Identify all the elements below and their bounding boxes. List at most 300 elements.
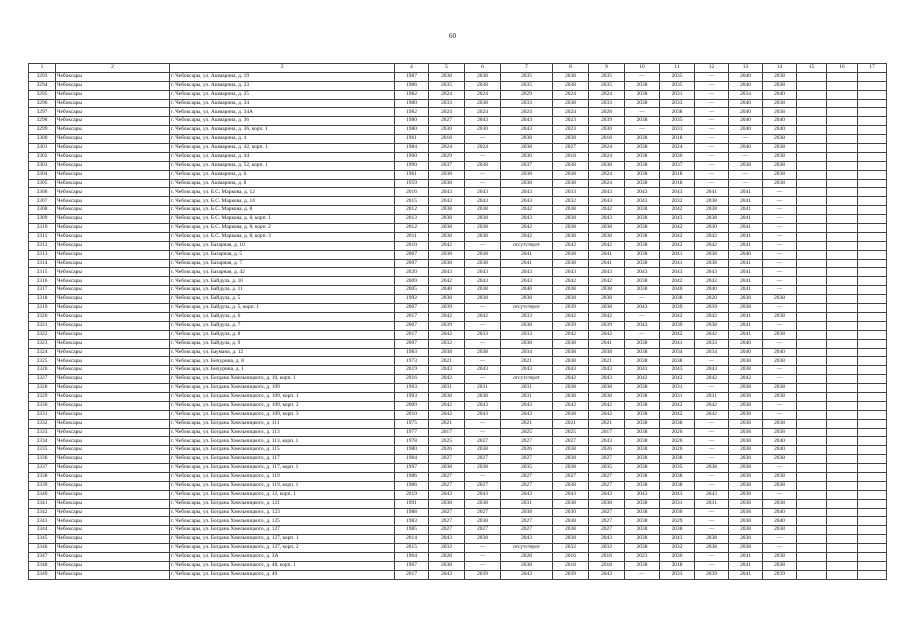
table-cell: 2038 bbox=[429, 170, 465, 179]
table-cell bbox=[858, 419, 887, 428]
table-cell: Чебоксары bbox=[56, 135, 170, 144]
table-cell: 2038 bbox=[729, 357, 763, 366]
table-cell: 2038 bbox=[625, 90, 660, 99]
table-cell: 3297 bbox=[29, 108, 56, 117]
table-cell: Чебоксары bbox=[56, 357, 170, 366]
table-cell: 2038 bbox=[589, 392, 625, 401]
table-cell: 2039 bbox=[695, 570, 729, 579]
table-cell bbox=[827, 535, 858, 544]
table-cell: 2042 bbox=[695, 232, 729, 241]
table-cell bbox=[858, 152, 887, 161]
table-row bbox=[29, 517, 887, 526]
table-cell: 2039 bbox=[589, 117, 625, 126]
table-cell: — bbox=[763, 304, 797, 313]
table-row bbox=[29, 437, 887, 446]
table-cell: 2041 bbox=[695, 188, 729, 197]
table-cell bbox=[797, 499, 827, 508]
table-cell: 2041 bbox=[729, 206, 763, 215]
table-cell: — bbox=[695, 526, 729, 535]
table-cell: 1982 bbox=[395, 90, 429, 99]
table-cell: 2038 bbox=[625, 259, 660, 268]
table-cell: 2038 bbox=[553, 215, 589, 224]
table-cell: 2043 bbox=[589, 375, 625, 384]
table-cell: 3321 bbox=[29, 321, 56, 330]
table-cell: 3337 bbox=[29, 464, 56, 473]
table-cell bbox=[858, 161, 887, 170]
table-cell bbox=[797, 392, 827, 401]
table-cell: г. Чебоксары, ул. Ашмарина, д. 6 bbox=[170, 170, 395, 179]
table-cell: 2038 bbox=[589, 161, 625, 170]
table-cell: 2038 bbox=[729, 535, 763, 544]
table-cell bbox=[827, 464, 858, 473]
table-cell: 2041 bbox=[729, 259, 763, 268]
table-cell: 2038 bbox=[695, 250, 729, 259]
table-cell: г. Чебоксары, ул. Богдана Хмельницкого, д. 127, корп. 2 bbox=[170, 544, 395, 553]
table-cell: 2043 bbox=[553, 366, 589, 375]
table-cell: 2043 bbox=[501, 268, 553, 277]
table-cell: 3325 bbox=[29, 357, 56, 366]
table-cell: г. Чебоксары, ул. Богдана Хмельницкого, д. 10, корп. 1 bbox=[170, 375, 395, 384]
table-cell: 2005 bbox=[395, 286, 429, 295]
table-cell: 2043 bbox=[589, 197, 625, 206]
table-cell: 2031 bbox=[660, 384, 695, 393]
table-cell: 1986 bbox=[395, 81, 429, 90]
table-cell bbox=[858, 544, 887, 553]
table-cell: 1990 bbox=[395, 161, 429, 170]
table-cell: 2040 bbox=[429, 286, 465, 295]
table-cell bbox=[858, 375, 887, 384]
table-cell bbox=[797, 277, 827, 286]
table-cell: 2041 bbox=[660, 339, 695, 348]
table-cell: 3311 bbox=[29, 232, 56, 241]
table-row bbox=[29, 464, 887, 473]
table-cell bbox=[858, 224, 887, 233]
table-cell: 2043 bbox=[625, 304, 660, 313]
table-cell: — bbox=[763, 375, 797, 384]
table-cell: 2038 bbox=[429, 259, 465, 268]
table-cell: г. Чебоксары, ул. Богдана Хмельницкого, д. 127 bbox=[170, 526, 395, 535]
table-cell: 2042 bbox=[501, 224, 553, 233]
table-cell: 2038 bbox=[429, 232, 465, 241]
table-cell: — bbox=[625, 72, 660, 81]
table-cell: 3347 bbox=[29, 552, 56, 561]
table-cell: 2043 bbox=[429, 490, 465, 499]
table-cell: 1984 bbox=[395, 144, 429, 153]
table-cell bbox=[827, 437, 858, 446]
table-cell: 2038 bbox=[625, 428, 660, 437]
table-cell bbox=[827, 499, 858, 508]
table-cell: 2041 bbox=[589, 259, 625, 268]
table-cell: 2042 bbox=[429, 277, 465, 286]
table-cell: 2027 bbox=[429, 455, 465, 464]
table-cell bbox=[858, 90, 887, 99]
table-cell: 2040 bbox=[729, 72, 763, 81]
table-cell: — bbox=[465, 241, 501, 250]
table-cell: 1983 bbox=[395, 348, 429, 357]
table-cell: — bbox=[763, 535, 797, 544]
table-cell: 2038 bbox=[695, 321, 729, 330]
table-cell: — bbox=[695, 472, 729, 481]
table-cell: 2038 bbox=[465, 81, 501, 90]
table-cell bbox=[797, 410, 827, 419]
table-row bbox=[29, 312, 887, 321]
table-cell: 2023 bbox=[625, 552, 660, 561]
table-cell: — bbox=[729, 135, 763, 144]
table-cell bbox=[797, 508, 827, 517]
table-cell: 2033 bbox=[429, 99, 465, 108]
table-cell: 2043 bbox=[660, 215, 695, 224]
table-cell: 2024 bbox=[589, 144, 625, 153]
table-cell: 2037 bbox=[429, 161, 465, 170]
table-cell: г. Чебоксары, ул. Байдула, д. 7 bbox=[170, 321, 395, 330]
table-cell: 2043 bbox=[695, 268, 729, 277]
table-cell: г. Чебоксары, ул. Богдана Хмельницкого, д. 111 bbox=[170, 419, 395, 428]
table-cell: Чебоксары bbox=[56, 179, 170, 188]
table-cell bbox=[858, 135, 887, 144]
table-cell: 2038 bbox=[501, 135, 553, 144]
table-cell: 2031 bbox=[501, 384, 553, 393]
table-cell bbox=[858, 268, 887, 277]
table-cell: 2018 bbox=[660, 170, 695, 179]
table-cell: — bbox=[695, 179, 729, 188]
table-cell: 2024 bbox=[553, 90, 589, 99]
table-cell: 2042 bbox=[465, 312, 501, 321]
table-cell: 3349 bbox=[29, 570, 56, 579]
table-cell: 2041 bbox=[729, 552, 763, 561]
table-cell: 2038 bbox=[729, 508, 763, 517]
table-cell: 3329 bbox=[29, 392, 56, 401]
table-cell: 2038 bbox=[729, 366, 763, 375]
table-cell bbox=[858, 188, 887, 197]
table-cell bbox=[827, 517, 858, 526]
table-cell: 2038 bbox=[553, 384, 589, 393]
table-cell: 2043 bbox=[625, 490, 660, 499]
table-cell: — bbox=[695, 552, 729, 561]
table-cell: 2038 bbox=[553, 392, 589, 401]
table-cell: 2038 bbox=[465, 517, 501, 526]
table-cell bbox=[858, 286, 887, 295]
table-cell: 2039 bbox=[763, 570, 797, 579]
table-cell: 2042 bbox=[660, 330, 695, 339]
table-cell: 3334 bbox=[29, 437, 56, 446]
table-cell: — bbox=[465, 375, 501, 384]
table-cell: 2038 bbox=[553, 535, 589, 544]
table-cell: 2042 bbox=[553, 277, 589, 286]
table-cell: 2038 bbox=[763, 135, 797, 144]
table-cell bbox=[827, 90, 858, 99]
table-cell bbox=[858, 206, 887, 215]
table-cell: 2040 bbox=[501, 286, 553, 295]
table-cell: 2043 bbox=[465, 197, 501, 206]
table-cell bbox=[858, 517, 887, 526]
table-cell: 2042 bbox=[553, 241, 589, 250]
table-row bbox=[29, 81, 887, 90]
table-cell: 2018 bbox=[553, 561, 589, 570]
table-cell: г. Чебоксары, ул. Ашмарина, д. 25 bbox=[170, 90, 395, 99]
table-cell: 2038 bbox=[625, 232, 660, 241]
table-cell: 2038 bbox=[429, 392, 465, 401]
table-cell: 2027 bbox=[501, 517, 553, 526]
table-cell: 2027 bbox=[429, 526, 465, 535]
table-cell: 2012 bbox=[395, 224, 429, 233]
table-cell: 2007 bbox=[395, 259, 429, 268]
table-cell: Чебоксары bbox=[56, 481, 170, 490]
table-cell: 2042 bbox=[589, 410, 625, 419]
table-cell: — bbox=[695, 357, 729, 366]
table-cell: — bbox=[695, 428, 729, 437]
table-cell: Чебоксары bbox=[56, 330, 170, 339]
table-cell bbox=[797, 552, 827, 561]
table-cell: 2038 bbox=[429, 215, 465, 224]
table-cell: — bbox=[625, 295, 660, 304]
table-cell bbox=[827, 259, 858, 268]
table-cell: 2038 bbox=[729, 526, 763, 535]
table-cell: 2038 bbox=[763, 161, 797, 170]
table-cell bbox=[827, 197, 858, 206]
table-cell: 2019 bbox=[395, 366, 429, 375]
table-cell bbox=[858, 455, 887, 464]
table-cell: — bbox=[763, 241, 797, 250]
table-cell: 2021 bbox=[501, 357, 553, 366]
table-cell: 2038 bbox=[553, 179, 589, 188]
table-cell: 2038 bbox=[625, 152, 660, 161]
table-row bbox=[29, 428, 887, 437]
table-cell: — bbox=[763, 339, 797, 348]
table-cell: 2038 bbox=[763, 152, 797, 161]
table-row bbox=[29, 126, 887, 135]
table-cell: 2017 bbox=[395, 330, 429, 339]
table-cell bbox=[797, 197, 827, 206]
table-cell: 2038 bbox=[660, 481, 695, 490]
table-cell: — bbox=[465, 544, 501, 553]
table-cell: Чебоксары bbox=[56, 232, 170, 241]
table-cell bbox=[827, 366, 858, 375]
table-cell: 2038 bbox=[553, 455, 589, 464]
table-cell: 2042 bbox=[429, 241, 465, 250]
column-header: 1 bbox=[29, 64, 56, 73]
table-cell: 1983 bbox=[395, 517, 429, 526]
table-row bbox=[29, 206, 887, 215]
table-row bbox=[29, 286, 887, 295]
table-cell: 2033 bbox=[553, 188, 589, 197]
table-cell bbox=[858, 304, 887, 313]
table-cell: 2043 bbox=[501, 126, 553, 135]
table-cell bbox=[858, 384, 887, 393]
table-cell: 2041 bbox=[660, 250, 695, 259]
table-cell: 2041 bbox=[729, 561, 763, 570]
table-cell bbox=[827, 348, 858, 357]
table-cell: 1977 bbox=[395, 428, 429, 437]
table-cell bbox=[858, 526, 887, 535]
table-cell: 2007 bbox=[395, 321, 429, 330]
table-cell: г. Чебоксары, ул. Богдана Хмельницкого, д. 109, корп. 3 bbox=[170, 410, 395, 419]
table-cell bbox=[797, 152, 827, 161]
table-cell: 2038 bbox=[625, 544, 660, 553]
table-cell bbox=[797, 99, 827, 108]
table-cell: 2038 bbox=[553, 135, 589, 144]
table-cell: 2024 bbox=[465, 144, 501, 153]
table-cell: — bbox=[729, 152, 763, 161]
table-cell: — bbox=[695, 384, 729, 393]
table-cell: 2043 bbox=[429, 366, 465, 375]
table-cell: 2043 bbox=[501, 410, 553, 419]
table-row bbox=[29, 455, 887, 464]
table-cell: 2038 bbox=[465, 161, 501, 170]
table-cell bbox=[827, 428, 858, 437]
table-cell bbox=[797, 455, 827, 464]
table-cell: 2027 bbox=[589, 526, 625, 535]
table-cell: 2027 bbox=[465, 437, 501, 446]
table-cell: 2031 bbox=[695, 392, 729, 401]
table-cell: 2024 bbox=[660, 144, 695, 153]
table-cell: 2040 bbox=[763, 437, 797, 446]
table-cell: 2041 bbox=[589, 339, 625, 348]
table-cell bbox=[797, 179, 827, 188]
table-cell: 2018 bbox=[589, 135, 625, 144]
table-cell: 2038 bbox=[429, 499, 465, 508]
table-cell: 2026 bbox=[660, 446, 695, 455]
table-cell: г. Чебоксары, ул. Ашмарина, д. 34А bbox=[170, 108, 395, 117]
table-cell: 2038 bbox=[589, 499, 625, 508]
table-row bbox=[29, 99, 887, 108]
table-cell: 2038 bbox=[501, 339, 553, 348]
table-row bbox=[29, 330, 887, 339]
table-cell: 2038 bbox=[729, 161, 763, 170]
table-cell: 2034 bbox=[695, 348, 729, 357]
table-cell: Чебоксары bbox=[56, 401, 170, 410]
table-cell: 2043 bbox=[429, 570, 465, 579]
table-row bbox=[29, 170, 887, 179]
table-cell: 2020 bbox=[695, 295, 729, 304]
table-cell: 3343 bbox=[29, 517, 56, 526]
table-cell: 2039 bbox=[429, 321, 465, 330]
table-cell: 1985 bbox=[395, 526, 429, 535]
table-cell: — bbox=[695, 481, 729, 490]
table-cell: 2038 bbox=[429, 348, 465, 357]
table-cell: 2042 bbox=[729, 375, 763, 384]
table-cell bbox=[858, 437, 887, 446]
table-cell: 2031 bbox=[429, 384, 465, 393]
table-cell: 2043 bbox=[589, 188, 625, 197]
table-cell: Чебоксары bbox=[56, 224, 170, 233]
table-cell: 2038 bbox=[553, 232, 589, 241]
table-cell: 2038 bbox=[660, 295, 695, 304]
table-cell: — bbox=[763, 188, 797, 197]
table-cell: 2033 bbox=[501, 330, 553, 339]
table-cell: 1986 bbox=[395, 481, 429, 490]
table-cell: 3301 bbox=[29, 144, 56, 153]
table-cell: 2027 bbox=[553, 472, 589, 481]
table-row bbox=[29, 135, 887, 144]
table-cell: 2035 bbox=[501, 72, 553, 81]
table-cell: 2042 bbox=[660, 232, 695, 241]
table-cell: 2043 bbox=[501, 197, 553, 206]
table-cell bbox=[858, 366, 887, 375]
table-cell: 3338 bbox=[29, 472, 56, 481]
table-cell: 2031 bbox=[660, 126, 695, 135]
table-cell bbox=[827, 99, 858, 108]
table-cell bbox=[827, 401, 858, 410]
table-cell: 2041 bbox=[729, 197, 763, 206]
table-cell: 2031 bbox=[660, 499, 695, 508]
table-cell: — bbox=[695, 561, 729, 570]
table-cell: 2038 bbox=[501, 508, 553, 517]
table-cell: — bbox=[625, 330, 660, 339]
table-cell: 2038 bbox=[763, 99, 797, 108]
table-cell: 2038 bbox=[553, 517, 589, 526]
table-cell: 2038 bbox=[625, 526, 660, 535]
table-cell bbox=[797, 544, 827, 553]
table-cell: — bbox=[763, 259, 797, 268]
column-header: 17 bbox=[858, 64, 887, 73]
table-cell: 2040 bbox=[763, 446, 797, 455]
table-cell bbox=[858, 535, 887, 544]
table-cell bbox=[858, 472, 887, 481]
table-cell: г. Чебоксары, ул. Богдана Хмельницкого, д. 3А bbox=[170, 552, 395, 561]
table-cell: Чебоксары bbox=[56, 117, 170, 126]
table-cell: 2042 bbox=[660, 241, 695, 250]
table-cell: 2025 bbox=[501, 428, 553, 437]
table-cell: 2038 bbox=[763, 144, 797, 153]
table-cell: г. Чебоксары, ул. Базарная, д. 42 bbox=[170, 268, 395, 277]
table-cell: Чебоксары bbox=[56, 277, 170, 286]
table-cell: — bbox=[695, 517, 729, 526]
table-cell: 2043 bbox=[465, 277, 501, 286]
table-cell: 2038 bbox=[429, 72, 465, 81]
table-cell bbox=[827, 161, 858, 170]
table-cell: 3346 bbox=[29, 544, 56, 553]
table-cell: 2030 bbox=[465, 126, 501, 135]
table-cell: отсутствует bbox=[501, 241, 553, 250]
table-cell: 2038 bbox=[553, 499, 589, 508]
table-cell: 2038 bbox=[763, 472, 797, 481]
table-row bbox=[29, 277, 887, 286]
table-cell: 2043 bbox=[625, 366, 660, 375]
table-cell: — bbox=[465, 135, 501, 144]
table-cell: 2012 bbox=[395, 206, 429, 215]
table-cell: 2041 bbox=[729, 241, 763, 250]
table-cell: 2038 bbox=[763, 81, 797, 90]
table-row bbox=[29, 348, 887, 357]
table-cell: г. Чебоксары, ул. Байдула, д. 10 bbox=[170, 277, 395, 286]
table-cell: 2038 bbox=[553, 99, 589, 108]
table-cell bbox=[858, 241, 887, 250]
table-cell: 2033 bbox=[501, 312, 553, 321]
table-cell: 2016 bbox=[589, 552, 625, 561]
table-cell: отсутствует bbox=[501, 304, 553, 313]
table-cell: 2043 bbox=[465, 490, 501, 499]
table-cell: г. Чебоксары, ул. Ашмарина, д. 19 bbox=[170, 72, 395, 81]
table-cell: 2038 bbox=[465, 535, 501, 544]
table-cell: Чебоксары bbox=[56, 152, 170, 161]
table-row bbox=[29, 446, 887, 455]
table-cell: 2020 bbox=[395, 268, 429, 277]
page-number: 60 bbox=[449, 32, 456, 40]
table-cell: 2038 bbox=[660, 472, 695, 481]
table-cell bbox=[797, 428, 827, 437]
table-cell: 2043 bbox=[465, 188, 501, 197]
table-row bbox=[29, 179, 887, 188]
table-cell: Чебоксары bbox=[56, 99, 170, 108]
table-cell: г. Чебоксары, ул. Ашмарина, д. 8 bbox=[170, 179, 395, 188]
table-cell: 2043 bbox=[501, 535, 553, 544]
table-cell bbox=[827, 481, 858, 490]
table-cell: 2038 bbox=[465, 464, 501, 473]
table-cell bbox=[797, 161, 827, 170]
table-cell bbox=[827, 339, 858, 348]
table-cell bbox=[797, 224, 827, 233]
table-cell bbox=[858, 508, 887, 517]
